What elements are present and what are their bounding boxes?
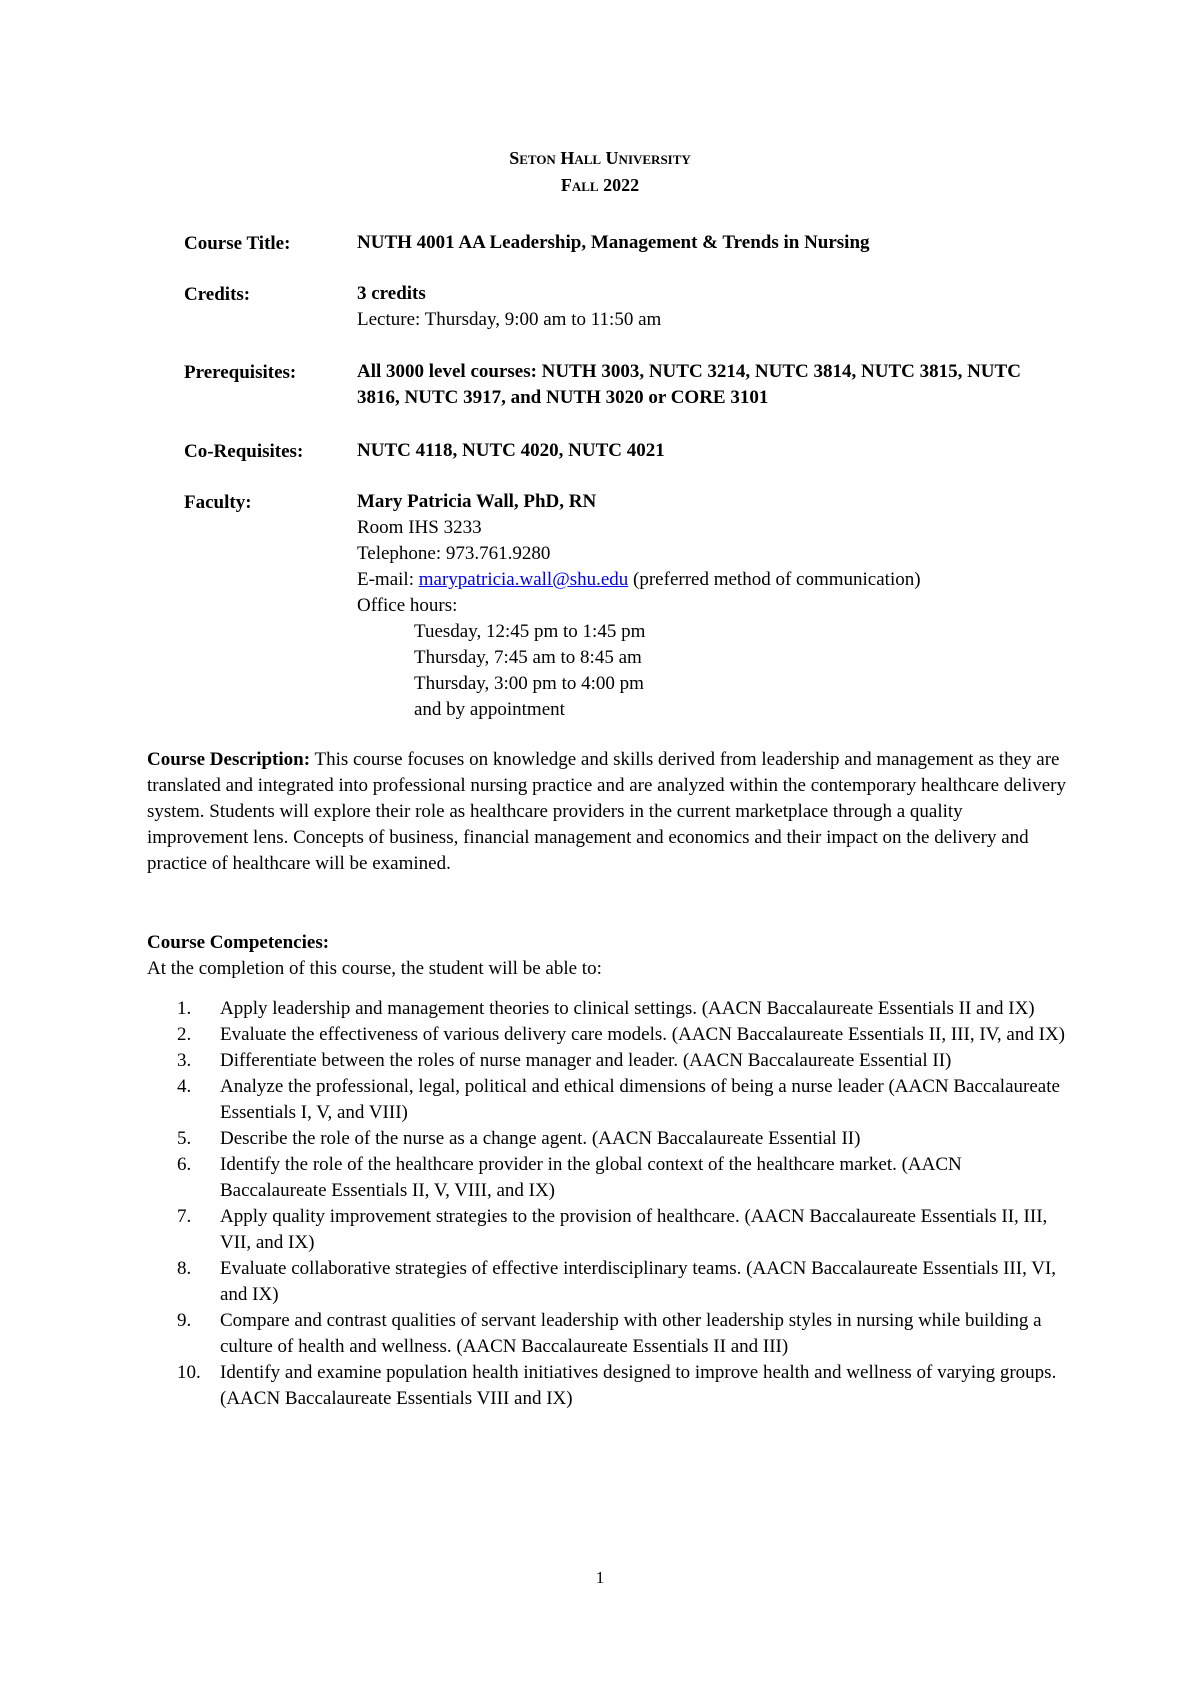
list-item <box>147 996 1067 1022</box>
competencies-heading: Course Competencies: <box>147 932 330 953</box>
list-item-number: 1. <box>177 998 192 1019</box>
email-prefix: E-mail: <box>357 569 419 590</box>
faculty-room: Room IHS 3233 <box>357 517 482 538</box>
faculty-block <box>357 489 1077 723</box>
page-number: 1 <box>595 1568 605 1587</box>
list-item <box>147 1360 1067 1412</box>
list-item-text: Evaluate the effectiveness of various delivery care models. (AACN Baccalaureate Essentials II, III, IV, and IX) <box>220 1024 1065 1045</box>
corequisites-label: Co-Requisites: <box>184 441 304 462</box>
office-hours-item: Thursday, 3:00 pm to 4:00 pm <box>414 673 644 694</box>
lecture-time: Lecture: Thursday, 9:00 am to 11:50 am <box>357 309 662 330</box>
list-item-number: 5. <box>177 1128 192 1149</box>
list-item <box>147 1308 1067 1360</box>
office-hours-item: and by appointment <box>414 699 565 720</box>
course-description <box>147 747 1067 877</box>
list-item <box>147 1256 1067 1308</box>
list-item-text: Compare and contrast qualities of servant leadership with other leadership styles in nursing while building a culture of health and wellness. (AACN Baccalaureate Essentials II and III) <box>220 1310 1042 1357</box>
corequisites-value: NUTC 4118, NUTC 4020, NUTC 4021 <box>357 440 665 461</box>
credits-value: 3 credits <box>357 283 426 304</box>
office-hours-item: Thursday, 7:45 am to 8:45 am <box>414 647 642 668</box>
term-heading: Fall 2022 <box>560 175 640 195</box>
list-item <box>147 1126 1067 1152</box>
credits-block <box>357 281 1077 333</box>
faculty-name: Mary Patricia Wall, PhD, RN <box>357 491 597 512</box>
list-item-number: 9. <box>177 1310 192 1331</box>
list-item-number: 3. <box>177 1050 192 1071</box>
prerequisites-label: Prerequisites: <box>184 362 297 383</box>
list-item-text: Evaluate collaborative strategies of effective interdisciplinary teams. (AACN Baccalaureate Essentials III, VI, and IX) <box>220 1258 1057 1305</box>
list-item-number: 6. <box>177 1154 192 1175</box>
list-item-number: 2. <box>177 1024 192 1045</box>
list-item-number: 10. <box>177 1362 201 1383</box>
credits-label: Credits: <box>184 284 251 305</box>
list-item-text: Differentiate between the roles of nurse manager and leader. (AACN Baccalaureate Essential II) <box>220 1050 952 1071</box>
office-hours-item: Tuesday, 12:45 pm to 1:45 pm <box>414 621 646 642</box>
list-item <box>147 1204 1067 1256</box>
email-link[interactable]: marypatricia.wall@shu.edu <box>418 569 629 590</box>
email-suffix: (preferred method of communication) <box>628 569 921 590</box>
office-hours-label: Office hours: <box>357 595 458 616</box>
list-item-text: Identify the role of the healthcare provider in the global context of the healthcare market. (AACN Baccalaureate Essentials II, V, VIII, and IX) <box>220 1154 962 1201</box>
course-description-label: Course Description: <box>147 749 311 770</box>
list-item <box>147 1048 1067 1074</box>
list-item-text: Apply leadership and management theories to clinical settings. (AACN Baccalaureate Essentials II and IX) <box>220 998 1035 1019</box>
list-item-text: Analyze the professional, legal, political and ethical dimensions of being a nurse leader (AACN Baccalaureate Essentials I, V, and VIII) <box>220 1076 1060 1123</box>
list-item <box>147 1152 1067 1204</box>
list-item <box>147 1022 1067 1048</box>
competencies-intro: At the completion of this course, the student will be able to: <box>147 958 602 979</box>
list-item <box>147 1074 1067 1126</box>
list-item-number: 7. <box>177 1206 192 1227</box>
faculty-label: Faculty: <box>184 492 252 513</box>
list-item-number: 4. <box>177 1076 192 1097</box>
faculty-email-line <box>357 567 1077 593</box>
course-title-label: Course Title: <box>184 233 291 254</box>
list-item-text: Apply quality improvement strategies to the provision of healthcare. (AACN Baccalaureate Essentials II, III, VII, and IX) <box>220 1206 1048 1253</box>
faculty-telephone: Telephone: 973.761.9280 <box>357 543 551 564</box>
prerequisites-value: All 3000 level courses: NUTH 3003, NUTC 3214, NUTC 3814, NUTC 3815, NUTC 3816, NUTC 3917, and NUTH 3020 or CORE 3101 <box>357 361 1021 408</box>
course-title-value: NUTH 4001 AA Leadership, Management & Trends in Nursing <box>357 232 870 253</box>
list-item-text: Describe the role of the nurse as a change agent. (AACN Baccalaureate Essential II) <box>220 1128 861 1149</box>
list-item-number: 8. <box>177 1258 192 1279</box>
course-description-text: This course focuses on knowledge and skills derived from leadership and management as they are translated and integrated into professional nursing practice and are analyzed within the contemporary healthcare delivery system. Students will explore their role as healthcare providers in the current marketplace through a quality improvement lens. Concepts of business, financial management and economics and their impact on the delivery and practice of healthcare will be examined. <box>147 749 1067 874</box>
list-item-text: Identify and examine population health initiatives designed to improve health and wellness of varying groups. (AACN Baccalaureate Essentials VIII and IX) <box>220 1362 1057 1409</box>
university-heading: Seton Hall University <box>509 148 691 168</box>
competencies-list <box>147 996 1067 1412</box>
